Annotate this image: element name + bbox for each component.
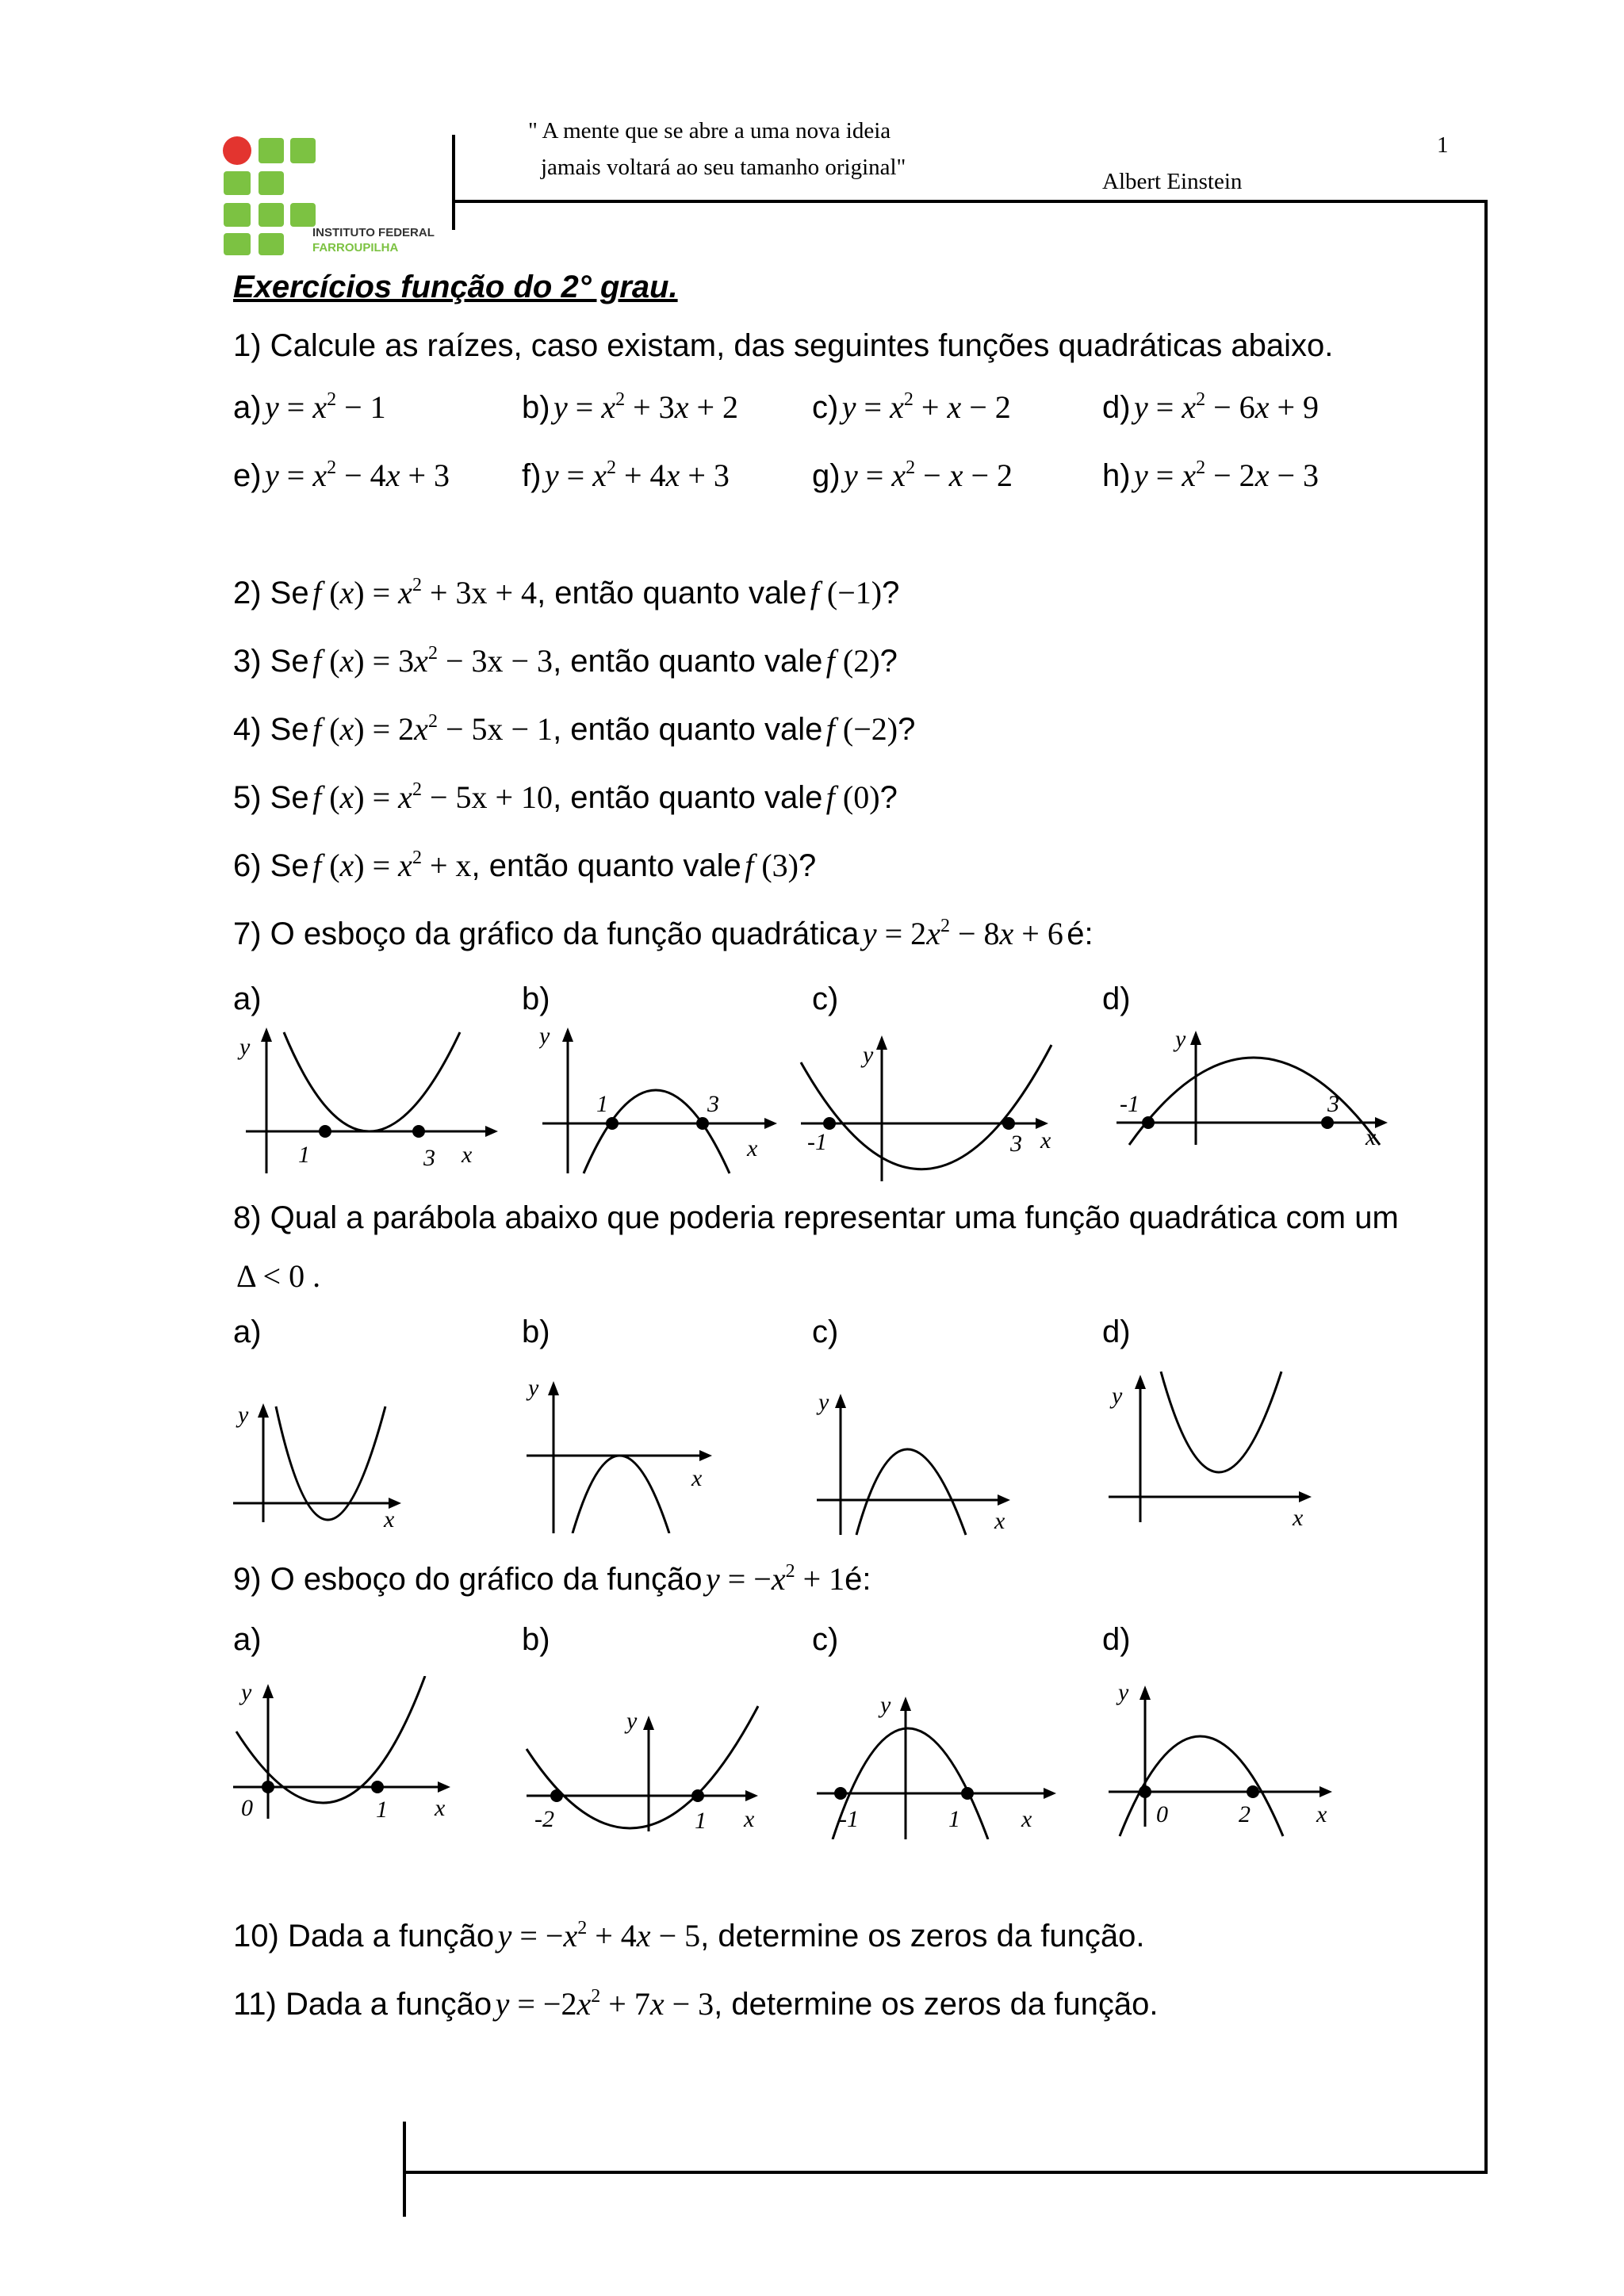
svg-text:x: x [435,1795,446,1821]
svg-text:y: y [1112,1383,1123,1409]
svg-text:x: x [1316,1801,1327,1827]
q9-graph-b [523,1697,777,1847]
svg-text:-2: -2 [534,1806,554,1832]
svg-text:x: x [384,1506,395,1530]
header-vertical-divider [452,135,455,230]
page-title: Exercícios função do 2° grau. [233,270,678,304]
q8-graph-d [1105,1367,1335,1533]
svg-text:1: 1 [376,1797,388,1823]
q7-graph-d [1113,1026,1399,1169]
q7-graph-c [798,1031,1075,1197]
logo-text-farroupilha: FARROUPILHA [312,241,399,254]
q8-prompt: 8) Qual a parábola abaixo que poderia representar uma função quadrática com um [233,1200,1399,1235]
svg-text:y: y [539,1023,550,1049]
q1-row-2 [233,457,1470,504]
q8-option-d: d) [1102,1314,1131,1349]
q1-row-1 [233,388,1470,436]
svg-text:0: 0 [1156,1801,1168,1827]
quote-author: Albert Einstein [1102,169,1243,194]
q9-prompt: 9) O esboço do gráfico da função $y = -x^2$ + 1é: [233,1561,871,1597]
svg-text:y: y [241,1679,252,1705]
q7-option-d: d) [1102,982,1131,1016]
svg-text:x: x [691,1465,703,1491]
q8-delta: Δ < 0 . [236,1258,321,1294]
svg-text:x: x [1021,1806,1032,1832]
svg-text:x: x [1365,1124,1377,1150]
svg-text:3: 3 [707,1091,719,1117]
svg-text:y: y [626,1708,638,1734]
q2: 2) Se f $(x) = x^2 + 3x + 4$, então quanto vale f (−1)? [233,575,900,610]
q9-graph-a [230,1676,468,1835]
q1-item-e: e) $y = x^2 - 4x + 3$ [233,457,450,493]
q5: 5) Se f $(x) = x^2 - 5x + 10$, então quanto vale f (0)? [233,779,898,815]
svg-text:x: x [1040,1127,1051,1154]
q1-item-d: d) $y = x^2 - 6x + 9$ [1102,389,1320,425]
q7-option-b: b) [522,982,550,1016]
svg-text:3: 3 [423,1145,435,1171]
footer-horizontal-rule [404,2171,1488,2174]
q7-graph-a [230,1023,500,1181]
q7-prompt: 7) O esboço da gráfico da função quadrática $y = 2x^2 - 8x + 6$ é: [233,916,1094,951]
q1-prompt: 1) Calcule as raízes, caso existam, das seguintes funções quadráticas abaixo. [233,328,1334,363]
svg-text:2: 2 [1239,1801,1251,1827]
svg-text:x: x [747,1135,758,1161]
quote-line-1: " A mente que se abre a uma nova ideia [528,118,891,144]
svg-text:y: y [880,1692,891,1718]
svg-text:y: y [863,1042,874,1068]
q7-option-c: c) [812,982,839,1016]
page-right-border [1484,200,1488,2174]
svg-text:1: 1 [695,1808,707,1834]
q9-option-b: b) [522,1622,550,1657]
svg-text:1: 1 [298,1142,310,1168]
svg-text:y: y [238,1402,249,1428]
svg-text:y: y [239,1034,251,1060]
q8-option-b: b) [522,1314,550,1349]
svg-text:1: 1 [596,1091,608,1117]
svg-text:y: y [1118,1679,1129,1705]
quote-line-2: jamais voltará ao seu tamanho original" [541,155,906,180]
svg-text:-1: -1 [839,1806,859,1832]
svg-text:x: x [462,1142,473,1168]
footer-vertical-divider [403,2122,406,2217]
svg-text:3: 3 [1010,1131,1022,1157]
q1-item-b: b) $y = x^2 + 3x + 2$ [522,389,739,425]
q3: 3) Se f $(x) = 3x^2 - 3x - 3$, então quanto vale f (2)? [233,643,898,679]
header-horizontal-rule [452,200,1488,203]
q4: 4) Se f $(x) = 2x^2 - 5x - 1$, então quanto vale f (−2)? [233,711,916,747]
q1-item-c: c) $y = x^2 + x - 2$ [812,389,1011,425]
q9-option-a: a) [233,1622,262,1657]
q8-graph-a [230,1395,420,1530]
svg-text:0: 0 [241,1795,253,1821]
q8-graph-c [814,1380,1028,1538]
q8-option-a: a) [233,1314,262,1349]
logo-red-circle [223,136,251,165]
svg-text:y: y [1175,1026,1186,1052]
q1-item-g: g) $y = x^2 - x - 2$ [812,457,1013,493]
q1-item-h: h) $y = x^2 - 2x - 3$ [1102,457,1320,493]
q6: 6) Se f $(x) = x^2 + x$, então quanto vale f (3)? [233,848,817,883]
svg-text:x: x [1293,1505,1304,1531]
svg-text:y: y [528,1375,539,1401]
q7-option-a: a) [233,982,262,1016]
svg-text:-1: -1 [807,1129,827,1155]
svg-text:x: x [994,1508,1005,1534]
q8-option-c: c) [812,1314,839,1349]
q1-item-f: f) $y = x^2 + 4x + 3$ [522,457,730,493]
q9-graph-d [1105,1676,1359,1843]
svg-text:3: 3 [1327,1091,1339,1117]
q8-graph-b [523,1375,730,1533]
logo-text-institute: INSTITUTO FEDERAL [312,226,435,239]
svg-text:x: x [744,1806,755,1832]
q9-option-d: d) [1102,1622,1131,1657]
svg-text:-1: -1 [1120,1091,1139,1117]
q9-option-c: c) [812,1622,839,1657]
svg-text:y: y [818,1389,829,1415]
page-number: 1 [1437,132,1449,158]
q10: 10) Dada a função $y = -x^2 + 4x - 5$, determine os zeros da função. [233,1918,1145,1954]
q1-item-a: a) $y = x^2 - 1$ [233,389,386,425]
svg-text:1: 1 [948,1806,960,1832]
q11: 11) Dada a função $y = -2x^2 + 7x - 3$, determine os zeros da função. [233,1986,1159,2022]
q7-graph-b [539,1023,777,1181]
q9-graph-c [814,1681,1067,1839]
